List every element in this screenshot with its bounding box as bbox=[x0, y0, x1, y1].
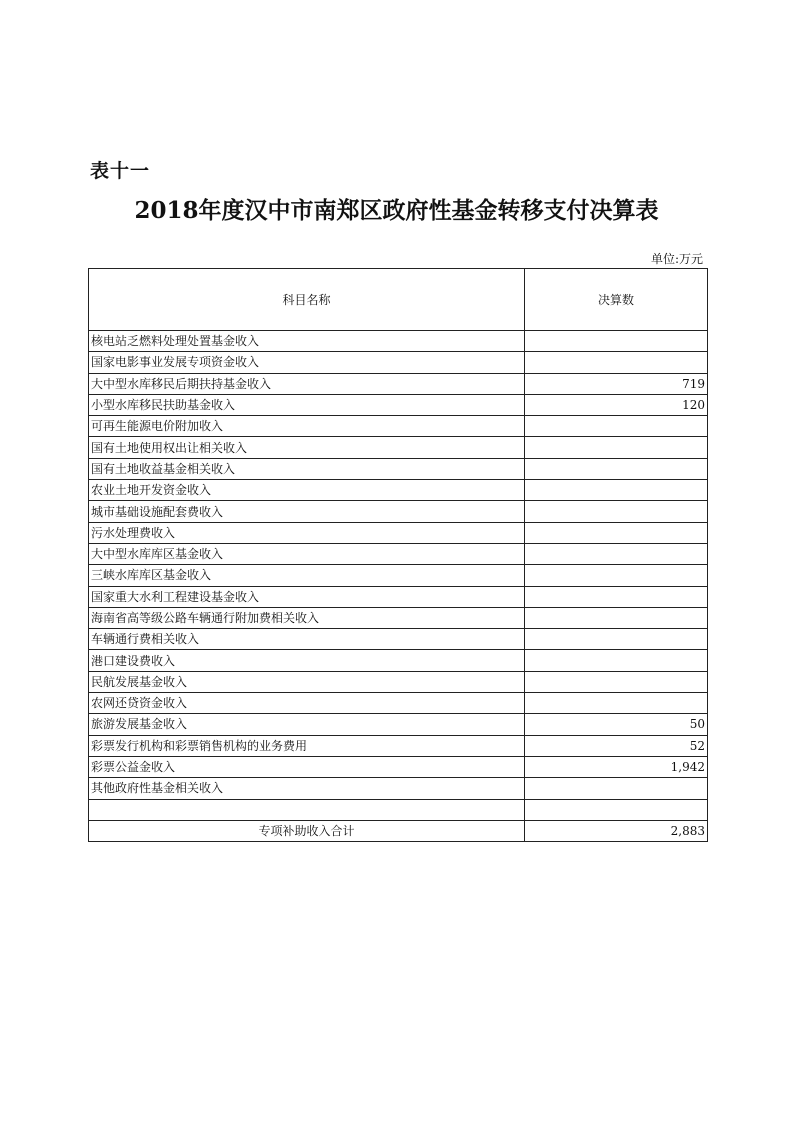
row-subject-name: 三峡水库库区基金收入 bbox=[89, 565, 525, 586]
row-final-amount bbox=[525, 693, 708, 714]
table-row bbox=[89, 352, 708, 373]
row-subject-name: 国家电影事业发展专项资金收入 bbox=[89, 352, 525, 373]
table-row bbox=[89, 607, 708, 628]
row-subject-name bbox=[89, 799, 525, 820]
row-final-amount bbox=[525, 607, 708, 628]
row-subject-name: 小型水库移民扶助基金收入 bbox=[89, 394, 525, 415]
row-final-amount bbox=[525, 480, 708, 501]
table-row bbox=[89, 799, 708, 820]
total-row bbox=[89, 820, 708, 841]
row-final-amount bbox=[525, 629, 708, 650]
row-subject-name: 城市基础设施配套费收入 bbox=[89, 501, 525, 522]
row-subject-name: 海南省高等级公路车辆通行附加费相关收入 bbox=[89, 607, 525, 628]
header-final-amount: 决算数 bbox=[525, 269, 708, 331]
row-subject-name: 其他政府性基金相关收入 bbox=[89, 778, 525, 799]
row-final-amount bbox=[525, 352, 708, 373]
row-subject-name: 国有土地收益基金相关收入 bbox=[89, 458, 525, 479]
row-subject-name: 农网还贷资金收入 bbox=[89, 693, 525, 714]
row-final-amount bbox=[525, 458, 708, 479]
row-subject-name: 民航发展基金收入 bbox=[89, 671, 525, 692]
row-final-amount: 1,942 bbox=[525, 756, 708, 777]
row-subject-name: 彩票公益金收入 bbox=[89, 756, 525, 777]
row-subject-name: 国有土地使用权出让相关收入 bbox=[89, 437, 525, 458]
table-row bbox=[89, 331, 708, 352]
table-row bbox=[89, 565, 708, 586]
row-final-amount bbox=[525, 437, 708, 458]
row-final-amount: 50 bbox=[525, 714, 708, 735]
row-subject-name: 农业土地开发资金收入 bbox=[89, 480, 525, 501]
table-row bbox=[89, 501, 708, 522]
fund-transfer-table bbox=[88, 268, 708, 842]
table-row bbox=[89, 394, 708, 415]
row-subject-name: 国家重大水利工程建设基金收入 bbox=[89, 586, 525, 607]
row-subject-name: 污水处理费收入 bbox=[89, 522, 525, 543]
row-final-amount bbox=[525, 522, 708, 543]
table-row bbox=[89, 586, 708, 607]
row-final-amount bbox=[525, 331, 708, 352]
table-row bbox=[89, 543, 708, 564]
table-row bbox=[89, 756, 708, 777]
table-row bbox=[89, 714, 708, 735]
row-final-amount bbox=[525, 416, 708, 437]
row-final-amount: 719 bbox=[525, 373, 708, 394]
table-row bbox=[89, 437, 708, 458]
row-subject-name: 车辆通行费相关收入 bbox=[89, 629, 525, 650]
row-final-amount: 120 bbox=[525, 394, 708, 415]
row-final-amount bbox=[525, 799, 708, 820]
row-final-amount bbox=[525, 565, 708, 586]
total-label: 专项补助收入合计 bbox=[89, 820, 525, 841]
table-row bbox=[89, 458, 708, 479]
total-value: 2,883 bbox=[525, 820, 708, 841]
row-final-amount bbox=[525, 586, 708, 607]
table-row bbox=[89, 629, 708, 650]
table-row bbox=[89, 778, 708, 799]
header-subject-name: 科目名称 bbox=[89, 269, 525, 331]
table-row bbox=[89, 735, 708, 756]
table-row bbox=[89, 693, 708, 714]
table-row bbox=[89, 416, 708, 437]
table-row bbox=[89, 373, 708, 394]
table-row bbox=[89, 522, 708, 543]
row-final-amount bbox=[525, 501, 708, 522]
row-subject-name: 可再生能源电价附加收入 bbox=[89, 416, 525, 437]
row-final-amount bbox=[525, 778, 708, 799]
row-subject-name: 大中型水库库区基金收入 bbox=[89, 543, 525, 564]
row-final-amount: 52 bbox=[525, 735, 708, 756]
row-final-amount bbox=[525, 543, 708, 564]
row-subject-name: 彩票发行机构和彩票销售机构的业务费用 bbox=[89, 735, 525, 756]
row-subject-name: 港口建设费收入 bbox=[89, 650, 525, 671]
page-title: 2018年度汉中市南郑区政府性基金转移支付决算表 bbox=[134, 197, 659, 224]
row-final-amount bbox=[525, 650, 708, 671]
table-row bbox=[89, 650, 708, 671]
row-final-amount bbox=[525, 671, 708, 692]
row-subject-name: 大中型水库移民后期扶持基金收入 bbox=[89, 373, 525, 394]
table-number: 表十一 bbox=[90, 160, 151, 182]
row-subject-name: 核电站乏燃料处理处置基金收入 bbox=[89, 331, 525, 352]
table-row bbox=[89, 480, 708, 501]
header-row bbox=[89, 269, 708, 331]
unit-label: 单位:万元 bbox=[650, 252, 703, 266]
row-subject-name: 旅游发展基金收入 bbox=[89, 714, 525, 735]
table-row bbox=[89, 671, 708, 692]
